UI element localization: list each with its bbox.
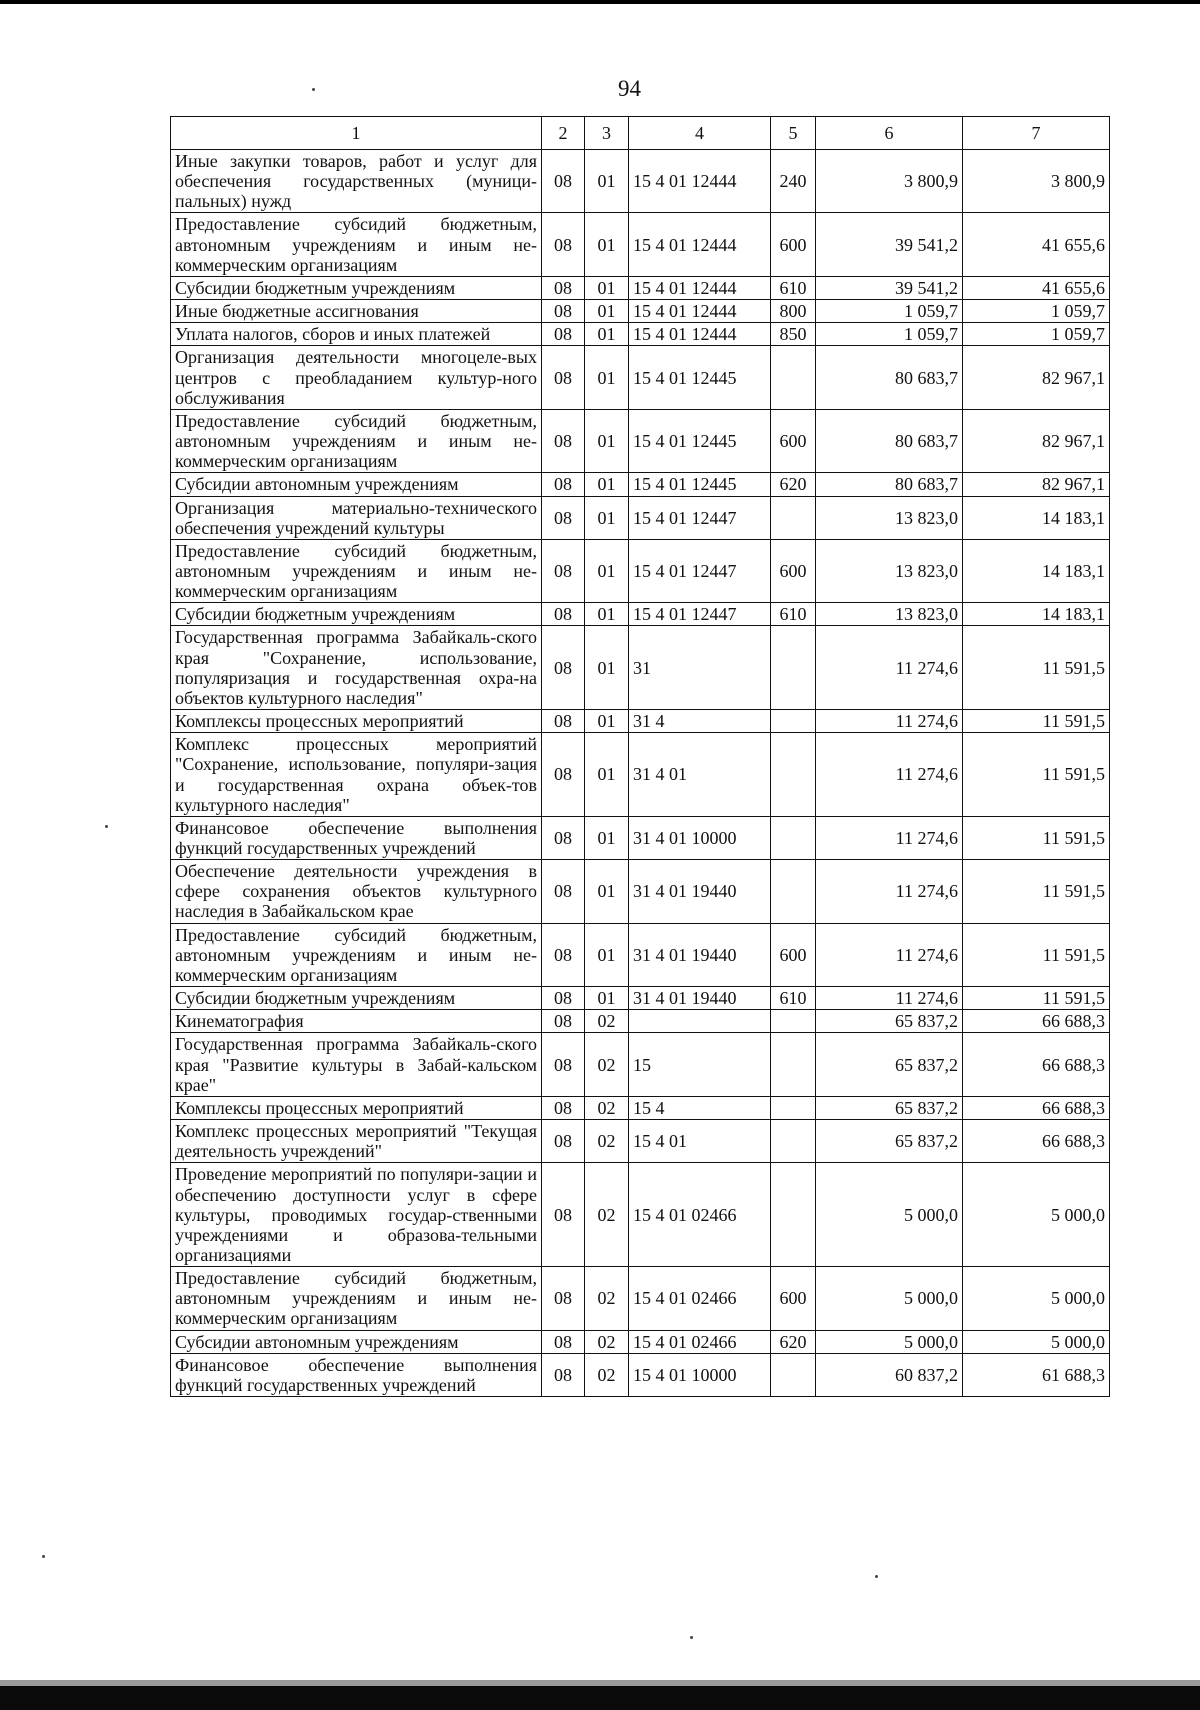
target-article-cell: 15 4 01 12444 [629,300,771,323]
target-article-cell: 31 4 01 19440 [629,923,771,986]
subsection-code-cell: 02 [585,1330,629,1353]
expense-type-cell [771,1010,816,1033]
section-code-cell: 08 [542,1267,585,1330]
amount-year1-cell: 13 823,0 [816,496,963,539]
amount-year1-cell: 3 800,9 [816,150,963,213]
expense-type-cell [771,1033,816,1096]
subsection-code-cell: 01 [585,409,629,472]
expense-type-cell: 600 [771,213,816,276]
section-code-cell: 08 [542,987,585,1010]
row-name-cell: Организация материально-технического обеспечения учреждений культуры [171,496,542,539]
table-row [171,816,1110,859]
target-article-cell: 15 4 01 02466 [629,1330,771,1353]
section-code-cell: 08 [542,1033,585,1096]
subsection-code-cell: 01 [585,987,629,1010]
section-code-cell: 08 [542,860,585,923]
amount-year1-cell: 11 274,6 [816,816,963,859]
amount-year1-cell: 11 274,6 [816,710,963,733]
row-name-cell: Предоставление субсидий бюджетным, автономным учреждениям и иным не-коммерческим организациям [171,1267,542,1330]
amount-year1-cell: 39 541,2 [816,213,963,276]
table-row [171,1163,1110,1267]
header-cell: 4 [629,117,771,150]
table-row [171,346,1110,409]
target-article-cell: 15 4 01 12447 [629,603,771,626]
target-article-cell: 31 4 01 10000 [629,816,771,859]
section-code-cell: 08 [542,300,585,323]
target-article-cell: 31 4 01 [629,733,771,817]
expense-type-cell: 600 [771,539,816,602]
expense-type-cell: 620 [771,1330,816,1353]
subsection-code-cell: 01 [585,150,629,213]
table-row [171,1330,1110,1353]
subsection-code-cell: 01 [585,346,629,409]
amount-year2-cell: 11 591,5 [963,710,1110,733]
target-article-cell: 31 [629,626,771,710]
amount-year1-cell: 5 000,0 [816,1267,963,1330]
expense-type-cell: 600 [771,1267,816,1330]
section-code-cell: 08 [542,346,585,409]
row-name-cell: Субсидии автономным учреждениям [171,473,542,496]
expense-type-cell: 600 [771,409,816,472]
section-code-cell: 08 [542,710,585,733]
target-article-cell: 15 4 01 12444 [629,276,771,299]
amount-year1-cell: 11 274,6 [816,923,963,986]
target-article-cell [629,1010,771,1033]
row-name-cell: Комплексы процессных мероприятий [171,1096,542,1119]
scan-border-bottom [0,1686,1200,1710]
expense-type-cell: 240 [771,150,816,213]
subsection-code-cell: 02 [585,1033,629,1096]
expense-type-cell [771,626,816,710]
target-article-cell: 31 4 01 19440 [629,860,771,923]
amount-year1-cell: 65 837,2 [816,1010,963,1033]
expense-type-cell: 610 [771,603,816,626]
table-row [171,276,1110,299]
header-cell: 7 [963,117,1110,150]
amount-year1-cell: 1 059,7 [816,300,963,323]
target-article-cell: 15 4 [629,1096,771,1119]
amount-year2-cell: 66 688,3 [963,1010,1110,1033]
subsection-code-cell: 01 [585,323,629,346]
table-row [171,733,1110,817]
row-name-cell: Субсидии бюджетным учреждениям [171,603,542,626]
section-code-cell: 08 [542,473,585,496]
target-article-cell: 15 4 01 12445 [629,473,771,496]
expense-type-cell [771,1120,816,1163]
header-cell: 5 [771,117,816,150]
row-name-cell: Предоставление субсидий бюджетным, автономным учреждениям и иным не-коммерческим организациям [171,213,542,276]
amount-year1-cell: 80 683,7 [816,346,963,409]
subsection-code-cell: 01 [585,539,629,602]
table-row [171,473,1110,496]
section-code-cell: 08 [542,1096,585,1119]
subsection-code-cell: 01 [585,213,629,276]
amount-year1-cell: 11 274,6 [816,626,963,710]
subsection-code-cell: 01 [585,603,629,626]
table-row [171,409,1110,472]
amount-year2-cell: 1 059,7 [963,323,1110,346]
table-header-row [171,117,1110,150]
subsection-code-cell: 01 [585,860,629,923]
amount-year2-cell: 66 688,3 [963,1096,1110,1119]
section-code-cell: 08 [542,409,585,472]
expense-type-cell [771,1096,816,1119]
target-article-cell: 15 [629,1033,771,1096]
amount-year2-cell: 11 591,5 [963,816,1110,859]
target-article-cell: 15 4 01 12444 [629,323,771,346]
subsection-code-cell: 02 [585,1163,629,1267]
section-code-cell: 08 [542,1353,585,1396]
subsection-code-cell: 01 [585,473,629,496]
table-row [171,1353,1110,1396]
row-name-cell: Кинематография [171,1010,542,1033]
table-row [171,710,1110,733]
scan-speck [42,1555,45,1558]
subsection-code-cell: 02 [585,1010,629,1033]
amount-year1-cell: 1 059,7 [816,323,963,346]
table-row [171,323,1110,346]
amount-year2-cell: 3 800,9 [963,150,1110,213]
row-name-cell: Финансовое обеспечение выполнения функций государственных учреждений [171,1353,542,1396]
amount-year1-cell: 5 000,0 [816,1163,963,1267]
target-article-cell: 15 4 01 10000 [629,1353,771,1396]
section-code-cell: 08 [542,626,585,710]
scan-speck [105,825,108,828]
header-cell: 3 [585,117,629,150]
expense-type-cell [771,1163,816,1267]
target-article-cell: 15 4 01 12444 [629,150,771,213]
amount-year2-cell: 82 967,1 [963,473,1110,496]
table-row [171,539,1110,602]
expense-type-cell [771,733,816,817]
subsection-code-cell: 01 [585,626,629,710]
subsection-code-cell: 01 [585,496,629,539]
section-code-cell: 08 [542,1163,585,1267]
target-article-cell: 15 4 01 [629,1120,771,1163]
row-name-cell: Финансовое обеспечение выполнения функций государственных учреждений [171,816,542,859]
row-name-cell: Комплексы процессных мероприятий [171,710,542,733]
amount-year1-cell: 11 274,6 [816,733,963,817]
subsection-code-cell: 02 [585,1120,629,1163]
target-article-cell: 15 4 01 12447 [629,496,771,539]
amount-year1-cell: 65 837,2 [816,1033,963,1096]
row-name-cell: Уплата налогов, сборов и иных платежей [171,323,542,346]
table-row [171,603,1110,626]
section-code-cell: 08 [542,733,585,817]
amount-year2-cell: 82 967,1 [963,409,1110,472]
header-cell: 2 [542,117,585,150]
amount-year2-cell: 5 000,0 [963,1330,1110,1353]
target-article-cell: 15 4 01 12445 [629,346,771,409]
target-article-cell: 15 4 01 12447 [629,539,771,602]
section-code-cell: 08 [542,496,585,539]
row-name-cell: Субсидии автономным учреждениям [171,1330,542,1353]
target-article-cell: 15 4 01 12445 [629,409,771,472]
amount-year2-cell: 11 591,5 [963,923,1110,986]
expense-type-cell: 610 [771,987,816,1010]
expense-type-cell [771,1353,816,1396]
amount-year2-cell: 82 967,1 [963,346,1110,409]
target-article-cell: 15 4 01 12444 [629,213,771,276]
page-number: 94 [618,76,641,101]
expense-type-cell: 800 [771,300,816,323]
amount-year2-cell: 14 183,1 [963,539,1110,602]
section-code-cell: 08 [542,816,585,859]
subsection-code-cell: 01 [585,816,629,859]
amount-year2-cell: 5 000,0 [963,1163,1110,1267]
subsection-code-cell: 01 [585,300,629,323]
section-code-cell: 08 [542,539,585,602]
expense-type-cell: 850 [771,323,816,346]
table-row [171,150,1110,213]
section-code-cell: 08 [542,1330,585,1353]
table-body [171,150,1110,1397]
amount-year1-cell: 60 837,2 [816,1353,963,1396]
expense-type-cell [771,496,816,539]
subsection-code-cell: 02 [585,1267,629,1330]
budget-table [170,116,1110,1397]
table-row [171,213,1110,276]
subsection-code-cell: 02 [585,1096,629,1119]
scan-speck [690,1636,693,1639]
section-code-cell: 08 [542,1120,585,1163]
amount-year1-cell: 80 683,7 [816,409,963,472]
target-article-cell: 15 4 01 02466 [629,1267,771,1330]
amount-year2-cell: 11 591,5 [963,860,1110,923]
amount-year2-cell: 11 591,5 [963,733,1110,817]
section-code-cell: 08 [542,323,585,346]
amount-year2-cell: 66 688,3 [963,1120,1110,1163]
row-name-cell: Комплекс процессных мероприятий "Текущая деятельность учреждений" [171,1120,542,1163]
table-row [171,1033,1110,1096]
scan-speck [875,1575,878,1578]
table-row [171,987,1110,1010]
row-name-cell: Предоставление субсидий бюджетным, автономным учреждениям и иным не-коммерческим организациям [171,923,542,986]
row-name-cell: Предоставление субсидий бюджетным, автономным учреждениям и иным не-коммерческим организациям [171,409,542,472]
amount-year2-cell: 41 655,6 [963,276,1110,299]
row-name-cell: Государственная программа Забайкаль-ского края "Сохранение, использование, популяризация и государственная охра-на объектов культурного наследия" [171,626,542,710]
section-code-cell: 08 [542,1010,585,1033]
amount-year1-cell: 11 274,6 [816,860,963,923]
expense-type-cell [771,860,816,923]
section-code-cell: 08 [542,213,585,276]
section-code-cell: 08 [542,276,585,299]
subsection-code-cell: 01 [585,923,629,986]
row-name-cell: Комплекс процессных мероприятий "Сохранение, использование, популяри-зация и государственная охрана объек-тов культурного наследия" [171,733,542,817]
row-name-cell: Иные бюджетные ассигнования [171,300,542,323]
subsection-code-cell: 01 [585,276,629,299]
subsection-code-cell: 01 [585,710,629,733]
table-row [171,626,1110,710]
amount-year1-cell: 13 823,0 [816,539,963,602]
table-row [171,1120,1110,1163]
scan-border-top [0,0,1200,4]
amount-year1-cell: 65 837,2 [816,1120,963,1163]
target-article-cell: 15 4 01 02466 [629,1163,771,1267]
amount-year1-cell: 11 274,6 [816,987,963,1010]
scan-speck [312,88,315,91]
amount-year2-cell: 66 688,3 [963,1033,1110,1096]
target-article-cell: 31 4 01 19440 [629,987,771,1010]
amount-year2-cell: 1 059,7 [963,300,1110,323]
amount-year2-cell: 61 688,3 [963,1353,1110,1396]
expense-type-cell [771,816,816,859]
amount-year1-cell: 65 837,2 [816,1096,963,1119]
table-row [171,923,1110,986]
amount-year2-cell: 11 591,5 [963,626,1110,710]
table-row [171,1267,1110,1330]
amount-year1-cell: 13 823,0 [816,603,963,626]
amount-year1-cell: 5 000,0 [816,1330,963,1353]
row-name-cell: Субсидии бюджетным учреждениям [171,276,542,299]
expense-type-cell [771,346,816,409]
table-row [171,1096,1110,1119]
expense-type-cell: 600 [771,923,816,986]
table-row [171,860,1110,923]
table-row [171,1010,1110,1033]
expense-type-cell: 610 [771,276,816,299]
amount-year1-cell: 80 683,7 [816,473,963,496]
row-name-cell: Предоставление субсидий бюджетным, автономным учреждениям и иным не-коммерческим организациям [171,539,542,602]
table-row [171,496,1110,539]
row-name-cell: Организация деятельности многоцеле-вых центров с преобладанием культур-ного обслуживания [171,346,542,409]
subsection-code-cell: 01 [585,733,629,817]
table-row [171,300,1110,323]
amount-year2-cell: 14 183,1 [963,603,1110,626]
expense-type-cell [771,710,816,733]
amount-year2-cell: 14 183,1 [963,496,1110,539]
header-cell: 1 [171,117,542,150]
row-name-cell: Государственная программа Забайкаль-ского края "Развитие культуры в Забай-кальском крае" [171,1033,542,1096]
row-name-cell: Проведение мероприятий по популяри-зации и обеспечению доступности услуг в сфере культуры, проводимых государ-ственными учреждениями и образова-тельными организациями [171,1163,542,1267]
section-code-cell: 08 [542,923,585,986]
row-name-cell: Иные закупки товаров, работ и услуг для обеспечения государственных (муници-пальных) нужд [171,150,542,213]
amount-year1-cell: 39 541,2 [816,276,963,299]
section-code-cell: 08 [542,603,585,626]
header-cell: 6 [816,117,963,150]
target-article-cell: 31 4 [629,710,771,733]
amount-year2-cell: 11 591,5 [963,987,1110,1010]
row-name-cell: Субсидии бюджетным учреждениям [171,987,542,1010]
amount-year2-cell: 5 000,0 [963,1267,1110,1330]
subsection-code-cell: 02 [585,1353,629,1396]
amount-year2-cell: 41 655,6 [963,213,1110,276]
section-code-cell: 08 [542,150,585,213]
row-name-cell: Обеспечение деятельности учреждения в сфере сохранения объектов культурного наследия в Забайкальском крае [171,860,542,923]
expense-type-cell: 620 [771,473,816,496]
